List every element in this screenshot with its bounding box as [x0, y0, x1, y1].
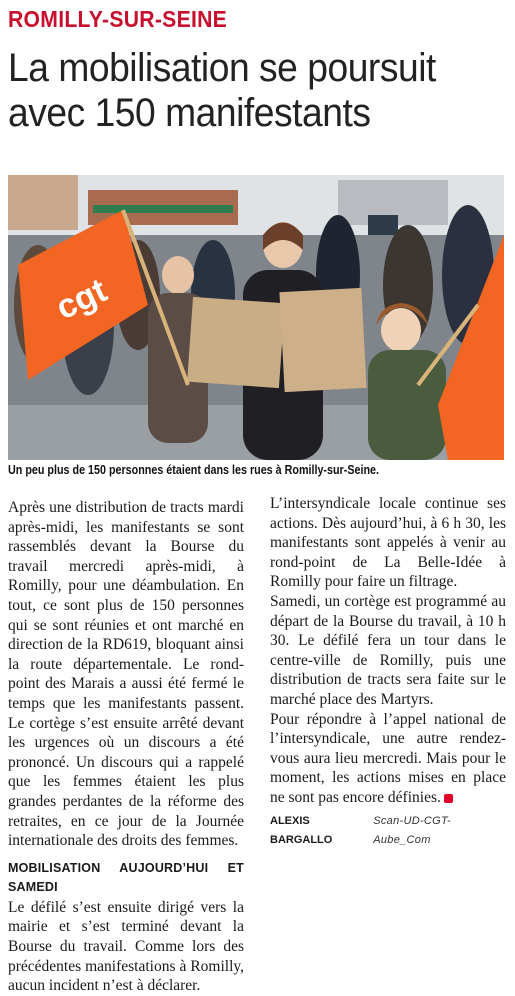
article-paragraph: Après une distribution de tracts mardi après-midi, les manifestants se sont rassemblés devant la Bourse du travail mercredi après-midi, à Romilly, pour une déambulation. En tout, ce sont plus de 150 personnes qui se sont réunies et ont marché en direction de la RD619, bloquant ainsi la route départementale. Le rond-point des Marais a aussi été fermé le temps que les manifestants passent. Le cortège s’est ensuite arrêté devant les urgences où un discours a été prononcé. Un discours qui a rappelé que les femmes étaient les plus grandes perdantes de la réforme des retraites, en ce jour de la Journée internationale des droits des femmes. [8, 499, 244, 850]
article-subhead: MOBILISATION AUJOURD’HUI ET SAMEDI [8, 860, 244, 895]
article-column-left [8, 498, 244, 996]
article-signature [270, 812, 506, 851]
article-paragraph [270, 710, 506, 808]
article-paragraph-text: Pour répondre à l’appel national de l’intersyndicale, une autre rendez-vous aura lieu mercredi. Mais pour le moment, les actions mises en place ne sont pas encore définies. [270, 710, 506, 806]
article-headline: La mobilisation se poursuit avec 150 manifestants [8, 46, 436, 135]
end-mark-icon [444, 794, 453, 803]
flag-text: cgt [50, 271, 113, 328]
author-name: ALEXIS BARGALLO [270, 814, 333, 847]
section-kicker: ROMILLY-SUR-SEINE [8, 6, 228, 32]
photo-caption: Un peu plus de 150 personnes étaient dans les rues à Romilly-sur-Seine. [8, 463, 379, 477]
article-column-right [270, 494, 506, 851]
article-photo [8, 175, 504, 460]
article-paragraph: Le défilé s’est ensuite dirigé vers la mairie et s’est terminé devant la Bourse du travail. Comme lors des précédentes manifestations à Romilly, aucun incident n’est à déclarer. [8, 898, 244, 995]
demonstration-illustration [8, 175, 504, 460]
article-paragraph: Samedi, un cortège est programmé au départ de la Bourse du travail, à 10 h 30. Le défilé fera un tour dans le centre-ville de Romilly, puis une distribution de tracts sera faite sur le marché place des Martyrs. [270, 592, 506, 708]
scan-credit: Scan-UD-CGT-Aube_Com [373, 814, 451, 847]
article-paragraph: L’intersyndicale locale continue ses actions. Dès aujourd’hui, à 6 h 30, les manifestants sont appelés à venir au rond-point de La Belle-Idée à Romilly pour faire un filtrage. [270, 495, 506, 591]
